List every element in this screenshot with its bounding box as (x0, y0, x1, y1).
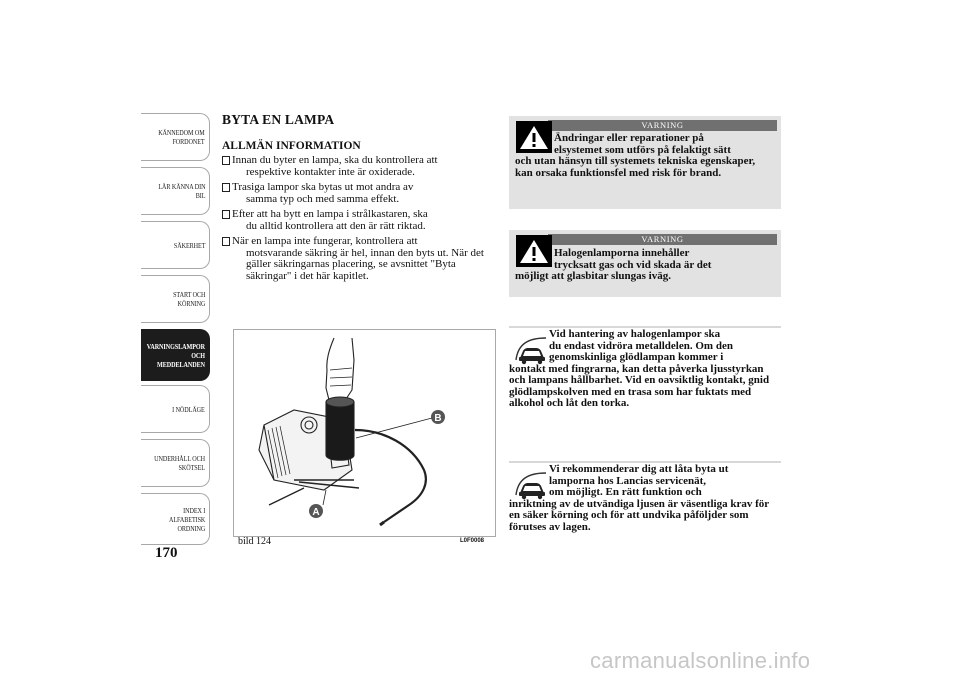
figure-code: L0F0008 (460, 538, 485, 544)
checkbox-bullet-icon (222, 237, 230, 246)
bulb-replacement-illustration (234, 330, 495, 536)
warning-heading: VARNING (548, 120, 777, 131)
note-box (509, 326, 781, 441)
tab-label: SÄKERHET (173, 240, 205, 250)
warning-heading: VARNING (548, 234, 777, 245)
checkbox-bullet-icon (222, 210, 230, 219)
main-section (222, 112, 494, 286)
bullet-first-line: När en lampa inte fungerar, kontrollera att (232, 235, 418, 247)
warning-line: elsystemet som utförs på felaktigt sätt (554, 143, 731, 156)
warning-box (509, 116, 781, 209)
tab-sakerhet[interactable] (141, 221, 210, 269)
tab-label: START OCH KÖRNING (172, 290, 205, 308)
tab-label: UNDERHÅLL OCH SKÖTSEL (154, 454, 205, 472)
bullet-first-line: Efter att ha bytt en lampa i strålkastaren, ska (232, 208, 428, 220)
page-number: 170 (155, 545, 178, 561)
tab-label: KÄNNEDOM OM FORDONET (158, 128, 205, 146)
figure-caption: bild 124 (238, 536, 272, 547)
tab-varningslampor[interactable] (141, 329, 210, 381)
section-subtitle: ALLMÄN INFORMATION (222, 140, 361, 152)
watermark: carmanualsonline.info (590, 648, 811, 673)
note-text (509, 464, 781, 533)
warning-line: trycksatt gas och vid skada är det (554, 258, 712, 271)
note-text (509, 329, 781, 410)
tab-kannedom[interactable] (141, 113, 210, 161)
section-title: BYTA EN LAMPA (222, 112, 335, 127)
tab-label: LÄR KÄNNA DIN BIL (157, 182, 205, 200)
warning-text (515, 133, 775, 179)
tab-label: VARNINGSLAMPOR OCH MEDDELANDEN (146, 341, 205, 369)
note-line: Vid hantering av halogenlampor ska (549, 328, 721, 340)
note-line: genomskinliga glödlampan kommer i (549, 351, 724, 363)
label-a: A (312, 507, 320, 518)
warning-rest: och utan hänsyn till systemets tekniska egenskaper, kan orsaka funktionsfel med risk för brand. (515, 155, 756, 179)
note-line: du endast vidröra metalldelen. Om den (549, 339, 733, 352)
warning-line: Ändringar eller reparationer på (554, 132, 704, 144)
bullet-item (222, 155, 494, 178)
tab-index[interactable] (141, 493, 210, 545)
tab-label: I NÖDLÄGE (172, 404, 205, 414)
warning-box (509, 230, 781, 297)
bullet-rest: du alltid kontrollera att den är rätt riktad. (246, 219, 426, 232)
tab-nodlage[interactable] (141, 385, 210, 433)
bullet-item (222, 209, 494, 232)
note-rest: inriktning av de utvändiga ljusen är väsentliga krav för en säker körning och för att undvika påföljder som förutses av lagen. (509, 497, 769, 533)
warning-rest: möjligt att glasbitar slungas iväg. (515, 270, 671, 282)
figure-illustration (233, 329, 496, 537)
bullet-item (222, 236, 494, 282)
bullet-rest: samma typ och med samma effekt. (246, 192, 400, 205)
note-rest: kontakt med fingrarna, kan detta påverka ljusstyrkan och lampans hållbarhet. Vid en oavsiktlig kontakt, gnid glödlampskolven med en trasa som har fuktats med alkohol och låt den torka. (509, 362, 770, 409)
bullet-first-line: Innan du byter en lampa, ska du kontrollera att (232, 154, 438, 166)
label-b: B (434, 413, 442, 424)
note-box (509, 461, 781, 546)
bullet-rest: motsvarande säkring är hel, innan den byts ut. När det gäller säkringarnas placering, se avsnittet "Byta säkringar" i det här kapitlet. (246, 246, 484, 282)
warning-line: Halogenlamporna innehåller (554, 247, 690, 259)
bullet-rest: respektive kontakter inte är oxiderade. (246, 165, 415, 178)
warning-text (515, 248, 775, 283)
bullet-first-line: Trasiga lampor ska bytas ut mot andra av (232, 181, 414, 193)
bullet-item (222, 182, 494, 205)
note-line: om möjligt. En rätt funktion och (549, 486, 702, 498)
tab-lar-kanna[interactable] (141, 167, 210, 215)
checkbox-bullet-icon (222, 183, 230, 192)
tab-underhall[interactable] (141, 439, 210, 487)
tab-start[interactable] (141, 275, 210, 323)
checkbox-bullet-icon (222, 156, 230, 165)
tab-label: INDEX I ALFABETISK ORDNING (168, 505, 205, 533)
note-line: Vi rekommenderar dig att låta byta ut (549, 463, 729, 475)
note-line: lamporna hos Lancias servicenät, (549, 474, 707, 487)
